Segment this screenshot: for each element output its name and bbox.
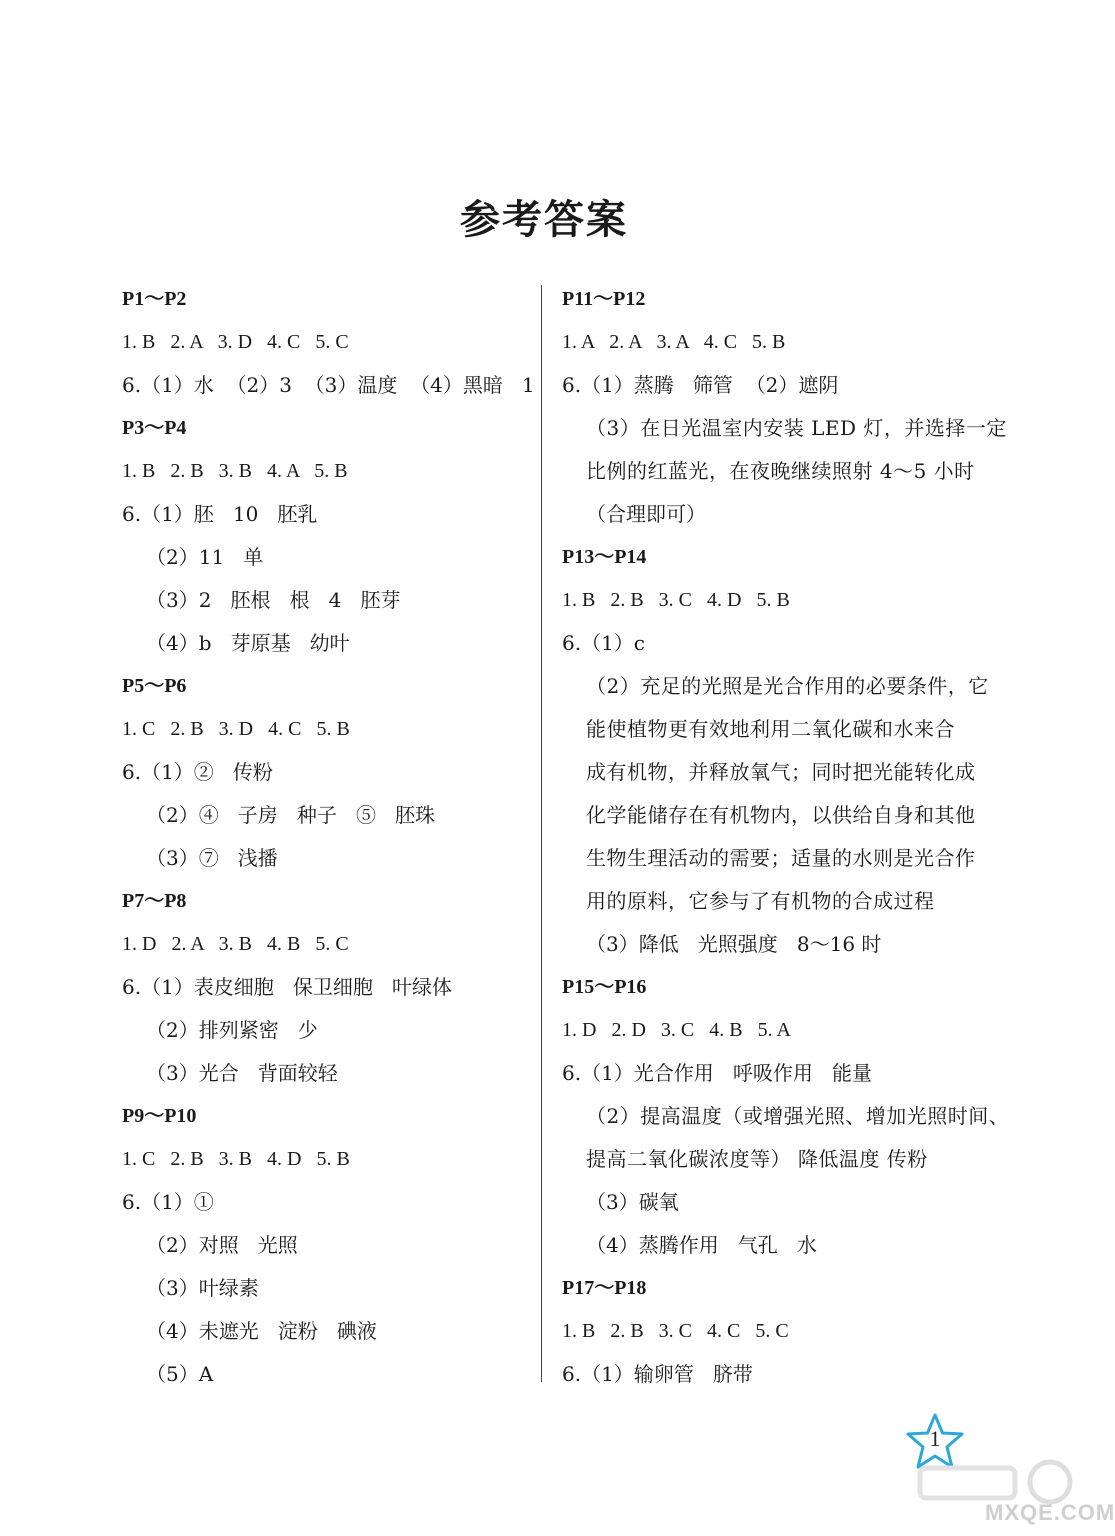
answer-line: 6.（1）胚 10 胚乳 [122, 502, 318, 526]
sub-answer: （2）11 单 [146, 545, 264, 569]
choice-answers: 1. D 2. D 3. C 4. B 5. A [562, 1019, 791, 1041]
answer-column-right [562, 278, 1010, 1396]
sub-answer: （3）光合 背面较轻 [146, 1061, 338, 1085]
sub-answer: （2）④ 子房 种子 ⑤ 胚珠 [146, 803, 436, 827]
sub-answer: （2）提高温度（或增强光照、增加光照时间、 [586, 1104, 1010, 1128]
choice-answers: 1. B 2. B 3. C 4. C 5. C [562, 1320, 789, 1342]
sub-answer: （4）蒸腾作用 气孔 水 [586, 1233, 817, 1257]
choice-answers: 1. C 2. B 3. B 4. D 5. B [122, 1148, 350, 1170]
section-heading: P3～P4 [122, 417, 187, 439]
page-title: 参考答案 [460, 197, 628, 243]
answer-line: 6.（1）蒸腾 筛管 （2）遮阴 [562, 373, 839, 397]
sub-answer: （3）碳氧 [586, 1190, 679, 1214]
answer-line: 6.（1）② 传粉 [122, 760, 273, 784]
answer-line: 6.（1）输卵管 脐带 [562, 1362, 753, 1386]
section-heading: P1～P2 [122, 288, 187, 310]
answer-line: 6.（1）c [562, 631, 646, 655]
sub-answer: （3）⑦ 浅播 [146, 846, 278, 870]
sub-answer: （3）在日光温室内安装 LED 灯，并选择一定 [586, 416, 1007, 440]
sub-answer: （3）2 胚根 根 4 胚芽 [146, 588, 401, 612]
answer-line: 6.（1）水 （2）3 （3）温度 （4）黑暗 1 [122, 373, 535, 397]
choice-answers: 1. B 2. B 3. C 4. D 5. B [562, 589, 790, 611]
page-number: 1 [929, 1426, 941, 1451]
sub-answer: 比例的红蓝光，在夜晚继续照射 4～5 小时 [586, 459, 975, 483]
answer-line: 6.（1）表皮细胞 保卫细胞 叶绿体 [122, 975, 452, 999]
section-heading: P13～P14 [562, 546, 647, 568]
section-heading: P5～P6 [122, 675, 187, 697]
sub-answer: 化学能储存在有机物内，以供给自身和其他 [586, 803, 976, 827]
answer-line: 6.（1）光合作用 呼吸作用 能量 [562, 1061, 872, 1085]
answer-column-left [122, 278, 535, 1396]
sub-answer: （合理即可） [586, 502, 706, 526]
section-heading: P15～P16 [562, 976, 647, 998]
column-divider [541, 285, 542, 1382]
sub-answer: （2）排列紧密 少 [146, 1018, 318, 1042]
sub-answer: （3）叶绿素 [146, 1276, 259, 1300]
choice-answers: 1. C 2. B 3. D 4. C 5. B [122, 718, 350, 740]
choice-answers: 1. A 2. A 3. A 4. C 5. B [562, 331, 786, 353]
sub-answer: （4）b 芽原基 幼叶 [146, 631, 350, 655]
watermark-text: MXQE.COM [985, 1500, 1115, 1525]
sub-answer: （5）A [146, 1362, 214, 1386]
section-heading: P9～P10 [122, 1105, 197, 1127]
sub-answer: （2）对照 光照 [146, 1233, 298, 1257]
sub-answer: （3）降低 光照强度 8～16 时 [586, 932, 882, 956]
section-heading: P7～P8 [122, 890, 187, 912]
answer-line: 6.（1）① [122, 1190, 214, 1214]
sub-answer: （2）充足的光照是光合作用的必要条件，它 [586, 674, 989, 698]
sub-answer: 提高二氧化碳浓度等） 降低温度 传粉 [586, 1147, 928, 1171]
sub-answer: 生物生理活动的需要；适量的水则是光合作 [586, 846, 976, 870]
choice-answers: 1. B 2. A 3. D 4. C 5. C [122, 331, 349, 353]
sub-answer: 能使植物更有效地利用二氧化碳和水来合 [586, 717, 955, 741]
section-heading: P17～P18 [562, 1277, 647, 1299]
section-heading: P11～P12 [562, 288, 646, 310]
sub-answer: 成有机物，并释放氧气；同时把光能转化成 [586, 760, 976, 784]
sub-answer: 用的原料，它参与了有机物的合成过程 [586, 889, 935, 913]
sub-answer: （4）未遮光 淀粉 碘液 [146, 1319, 377, 1343]
choice-answers: 1. B 2. B 3. B 4. A 5. B [122, 460, 348, 482]
choice-answers: 1. D 2. A 3. B 4. B 5. C [122, 933, 349, 955]
